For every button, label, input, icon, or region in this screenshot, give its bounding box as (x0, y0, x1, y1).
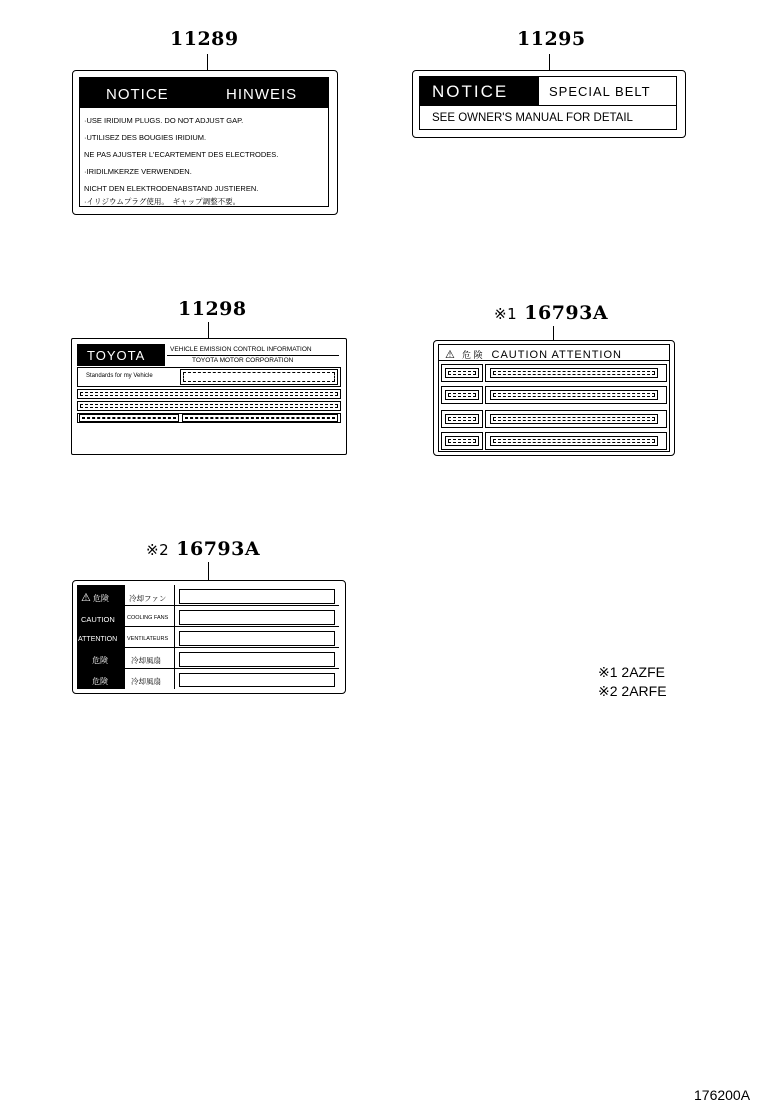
divider (125, 668, 339, 669)
leader-line (208, 562, 209, 582)
caution-row-left (81, 591, 109, 604)
label-11289 (72, 70, 338, 215)
legend-item-1 (598, 664, 665, 681)
divider (125, 605, 339, 606)
notice-title: NOTICE (432, 82, 509, 101)
value-field (179, 631, 335, 646)
value-field (179, 652, 335, 667)
toyota-brand: TOYOTA (87, 348, 146, 363)
notice-line: NICHT DEN ELEKTRODENABSTAND JUSTIEREN. (84, 184, 259, 193)
part-number-16793a-1 (494, 302, 608, 324)
placeholder (490, 390, 658, 400)
row-left-text: 危険 (92, 594, 109, 603)
row-mid-text: 冷却ファン (129, 594, 167, 603)
warning-triangle-icon: ⚠ (81, 592, 91, 604)
value-field (182, 414, 338, 422)
corporation-header: TOYOTA MOTOR CORPORATION (192, 357, 294, 364)
legend-mark: ※2 (598, 683, 618, 699)
part-number-text: 16793A (176, 538, 261, 560)
divider (167, 355, 339, 356)
value-field (179, 673, 335, 687)
label-16793a-1 (433, 340, 675, 456)
notice-line: ·UTILISEZ DES BOUGIES IRIDIUM. (84, 133, 207, 142)
warning-jp: 危 険 (461, 350, 483, 360)
row-mid-text: 冷却風扇 (131, 656, 161, 665)
notice-black-box (420, 77, 538, 105)
text-cell (485, 410, 667, 428)
warning-triangle-icon: ⚠ (445, 349, 455, 361)
standards-label: Standards for my Vehicle (86, 373, 153, 379)
row-left-text: 危険 (92, 656, 108, 665)
label-inner-frame (438, 344, 670, 452)
icon-cell (441, 432, 483, 450)
placeholder (490, 414, 658, 424)
caution-title: CAUTION ATTENTION (491, 349, 622, 361)
part-number-text: 16793A (524, 302, 609, 324)
divider (420, 105, 676, 106)
special-belt-text: SPECIAL BELT (549, 84, 651, 99)
special-belt-box (538, 77, 676, 105)
toyota-black-box (77, 344, 165, 366)
data-row (77, 401, 341, 411)
row-mid-text: COOLING FANS (127, 615, 169, 621)
notice-title: NOTICE (106, 86, 169, 103)
label-inner-frame (419, 76, 677, 130)
placeholder (490, 368, 658, 378)
notice-line: ·イリジウムプラグ使用。 ギャップ調整不要。 (84, 197, 241, 206)
part-number-11289: 11289 (170, 28, 239, 50)
value-field (79, 414, 179, 422)
label-inner-frame (79, 77, 329, 207)
part-number-16793a-2 (146, 538, 260, 560)
part-number-11295: 11295 (517, 28, 586, 50)
label-header-bar (80, 78, 328, 108)
emission-header: VEHICLE EMISSION CONTROL INFORMATION (170, 346, 312, 353)
row-left-text: ATTENTION (78, 636, 118, 643)
divider (439, 360, 669, 361)
legend-mark: ※1 (598, 664, 618, 680)
owners-manual-text: SEE OWNER'S MANUAL FOR DETAIL (432, 112, 633, 124)
legend-text: 2AZFE (621, 664, 665, 680)
data-row (77, 389, 341, 399)
icon-cell (441, 364, 483, 382)
divider (125, 626, 339, 627)
placeholder (445, 390, 479, 400)
value-field (179, 589, 335, 604)
notice-line: ·USE IRIDIUM PLUGS. DO NOT ADJUST GAP. (84, 116, 244, 125)
text-cell (485, 386, 667, 404)
value-field (179, 610, 335, 625)
hinweis-title: HINWEIS (226, 86, 298, 103)
row-left-text: 危険 (92, 677, 108, 686)
divider (125, 647, 339, 648)
placeholder (445, 368, 479, 378)
placeholder (490, 436, 658, 446)
notice-line: NE PAS AJUSTER L'ECARTEMENT DES ELECTRODES. (84, 150, 279, 159)
legend-text: 2ARFE (621, 683, 667, 699)
notice-line: ·IRIDILMKERZE VERWENDEN. (84, 167, 192, 176)
value-field (180, 369, 338, 385)
column-divider (174, 585, 175, 689)
reference-mark: ※1 (494, 305, 518, 323)
text-cell (485, 432, 667, 450)
placeholder (445, 414, 479, 424)
label-11298 (71, 338, 347, 455)
standards-row (77, 367, 341, 387)
figure-id: 176200A (694, 1087, 751, 1103)
row-mid-text: VENTILATEURS (127, 636, 169, 642)
placeholder (445, 436, 479, 446)
icon-cell (441, 410, 483, 428)
icon-cell (441, 386, 483, 404)
reference-mark: ※2 (146, 541, 170, 559)
row-left-text: CAUTION (81, 615, 115, 624)
part-number-11298: 11298 (178, 298, 247, 320)
label-16793a-2 (72, 580, 346, 694)
label-11295 (412, 70, 686, 138)
text-cell (485, 364, 667, 382)
data-row (77, 413, 341, 423)
row-mid-text: 冷却風扇 (131, 677, 161, 686)
legend-item-2 (598, 683, 667, 700)
